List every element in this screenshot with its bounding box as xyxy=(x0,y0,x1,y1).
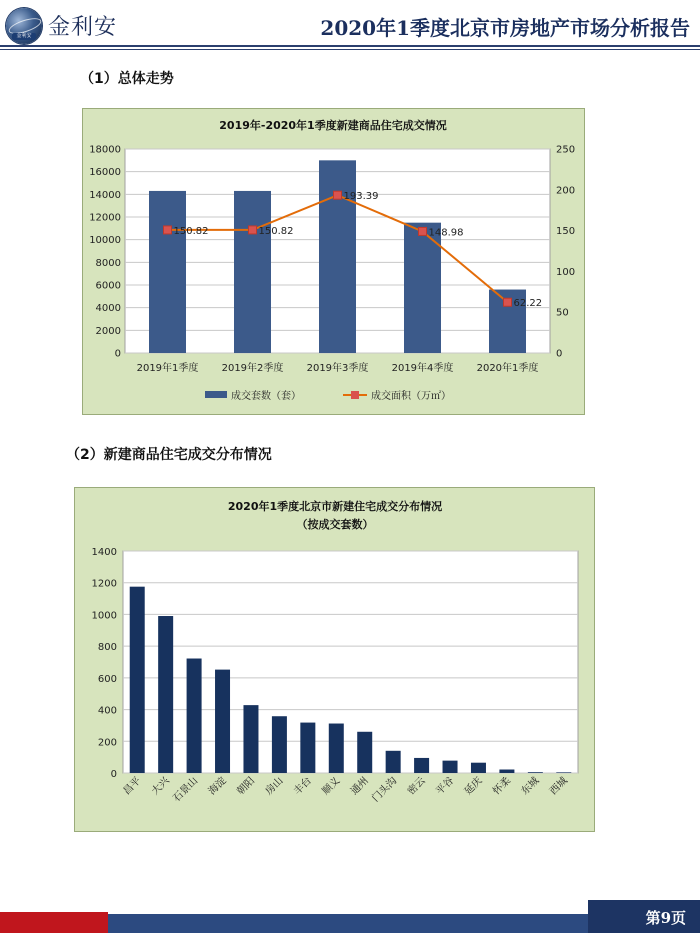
y-tick-label: 6000 xyxy=(95,280,121,292)
x-tick-label: 大兴 xyxy=(149,775,172,798)
y-tick-label: 16000 xyxy=(89,167,121,179)
bar-district xyxy=(357,732,372,773)
y-tick-label: 200 xyxy=(97,737,117,749)
bar-district xyxy=(130,587,145,773)
quarterly-chart-svg xyxy=(83,109,584,414)
bar-district xyxy=(300,723,315,773)
district-chart-svg xyxy=(75,488,594,831)
quarterly-transaction-chart xyxy=(82,108,585,415)
area-data-label: 150.82 xyxy=(258,225,294,237)
x-tick-label: 门头沟 xyxy=(370,775,400,805)
bar-district xyxy=(243,705,258,773)
x-tick-label: 2019年3季度 xyxy=(306,363,369,374)
area-series-marker xyxy=(419,227,427,235)
area-data-label: 62.22 xyxy=(513,298,543,310)
x-tick-label: 东城 xyxy=(519,775,542,798)
logo-caption: 金利安 xyxy=(12,33,36,40)
y-tick-label: 8000 xyxy=(95,257,121,269)
legend-bar-label: 成交套数（套） xyxy=(231,391,301,402)
bar-district xyxy=(272,716,287,773)
bar-district xyxy=(471,763,486,773)
x-tick-label: 怀柔 xyxy=(491,775,514,798)
chart-title: 2020年1季度北京市新建住宅成交分布情况 xyxy=(227,500,443,513)
section-title-overall: （1）总体走势 xyxy=(80,71,174,87)
header-divider-thin xyxy=(0,49,700,50)
bar-district xyxy=(158,616,173,773)
y2-tick-label: 0 xyxy=(556,348,563,360)
x-tick-label: 朝阳 xyxy=(235,775,258,798)
header-divider xyxy=(0,45,700,47)
bar-district xyxy=(414,758,429,773)
y-tick-label: 1200 xyxy=(91,578,117,590)
bar-district xyxy=(386,751,401,773)
x-tick-label: 平谷 xyxy=(434,775,457,798)
area-data-label: 193.39 xyxy=(343,191,379,203)
bar-district xyxy=(556,772,571,773)
y-tick-label: 2000 xyxy=(95,325,121,337)
x-tick-label: 密云 xyxy=(405,775,428,798)
bar-district xyxy=(215,670,230,773)
bar-district xyxy=(499,770,514,773)
x-tick-label: 昌平 xyxy=(121,775,144,798)
x-tick-label: 海淀 xyxy=(206,775,229,798)
x-tick-label: 延庆 xyxy=(462,775,485,798)
y2-tick-label: 250 xyxy=(556,144,576,156)
x-tick-label: 西城 xyxy=(547,775,570,798)
y-tick-label: 600 xyxy=(97,673,117,685)
area-data-label: 150.82 xyxy=(173,225,209,237)
x-tick-label: 2019年2季度 xyxy=(221,363,284,374)
bar-district xyxy=(443,761,458,773)
area-series-marker xyxy=(164,226,172,234)
y-tick-label: 800 xyxy=(97,642,117,654)
x-tick-label: 顺义 xyxy=(320,775,343,798)
y2-tick-label: 150 xyxy=(556,226,576,238)
bar-transactions xyxy=(319,160,356,353)
bar-transactions xyxy=(234,191,271,353)
y2-tick-label: 200 xyxy=(556,185,576,197)
chart-subtitle: （按成交套数） xyxy=(296,518,374,531)
bar-transactions xyxy=(149,191,186,353)
district-distribution-chart xyxy=(74,487,595,832)
legend-line-label: 成交面积（万㎡） xyxy=(371,391,451,402)
y-tick-label: 0 xyxy=(114,348,121,360)
page-header xyxy=(0,0,700,52)
y-tick-label: 400 xyxy=(97,705,117,717)
x-tick-label: 2019年4季度 xyxy=(391,363,454,374)
y-tick-label: 1400 xyxy=(91,547,117,558)
y-tick-label: 14000 xyxy=(89,189,121,201)
y2-tick-label: 100 xyxy=(556,266,576,278)
chart-title: 2019年-2020年1季度新建商品住宅成交情况 xyxy=(219,119,447,132)
y-tick-label: 1000 xyxy=(91,610,117,622)
x-tick-label: 石景山 xyxy=(171,775,201,805)
area-data-label: 148.98 xyxy=(428,227,464,239)
y-tick-label: 12000 xyxy=(89,212,121,224)
x-tick-label: 房山 xyxy=(263,775,286,798)
y-tick-label: 18000 xyxy=(89,144,121,156)
footer-blue-band xyxy=(108,914,588,933)
brand-name: 金利安 xyxy=(48,15,118,40)
section-title-distribution: （2）新建商品住宅成交分布情况 xyxy=(66,447,272,463)
y-tick-label: 0 xyxy=(110,769,117,780)
bar-district xyxy=(528,772,543,773)
legend-line-marker xyxy=(351,391,359,399)
x-tick-label: 丰台 xyxy=(292,775,314,798)
y-tick-label: 10000 xyxy=(89,235,121,247)
area-series-marker xyxy=(334,191,342,199)
footer-red-band xyxy=(0,912,108,933)
x-tick-label: 2020年1季度 xyxy=(476,363,539,374)
x-tick-label: 通州 xyxy=(348,775,371,798)
area-series-marker xyxy=(249,226,257,234)
area-series-marker xyxy=(504,298,512,306)
legend-bar-swatch xyxy=(205,391,227,398)
company-logo-icon xyxy=(6,8,42,44)
y2-tick-label: 50 xyxy=(556,307,569,319)
page-number xyxy=(588,900,700,933)
x-tick-label: 2019年1季度 xyxy=(136,363,199,374)
y-tick-label: 4000 xyxy=(95,303,121,315)
bar-district xyxy=(329,724,344,773)
bar-district xyxy=(187,659,202,773)
report-title: 2020年1季度北京市房地产市场分析报告 xyxy=(320,16,690,40)
page-number-text: 第9页 xyxy=(645,909,686,927)
